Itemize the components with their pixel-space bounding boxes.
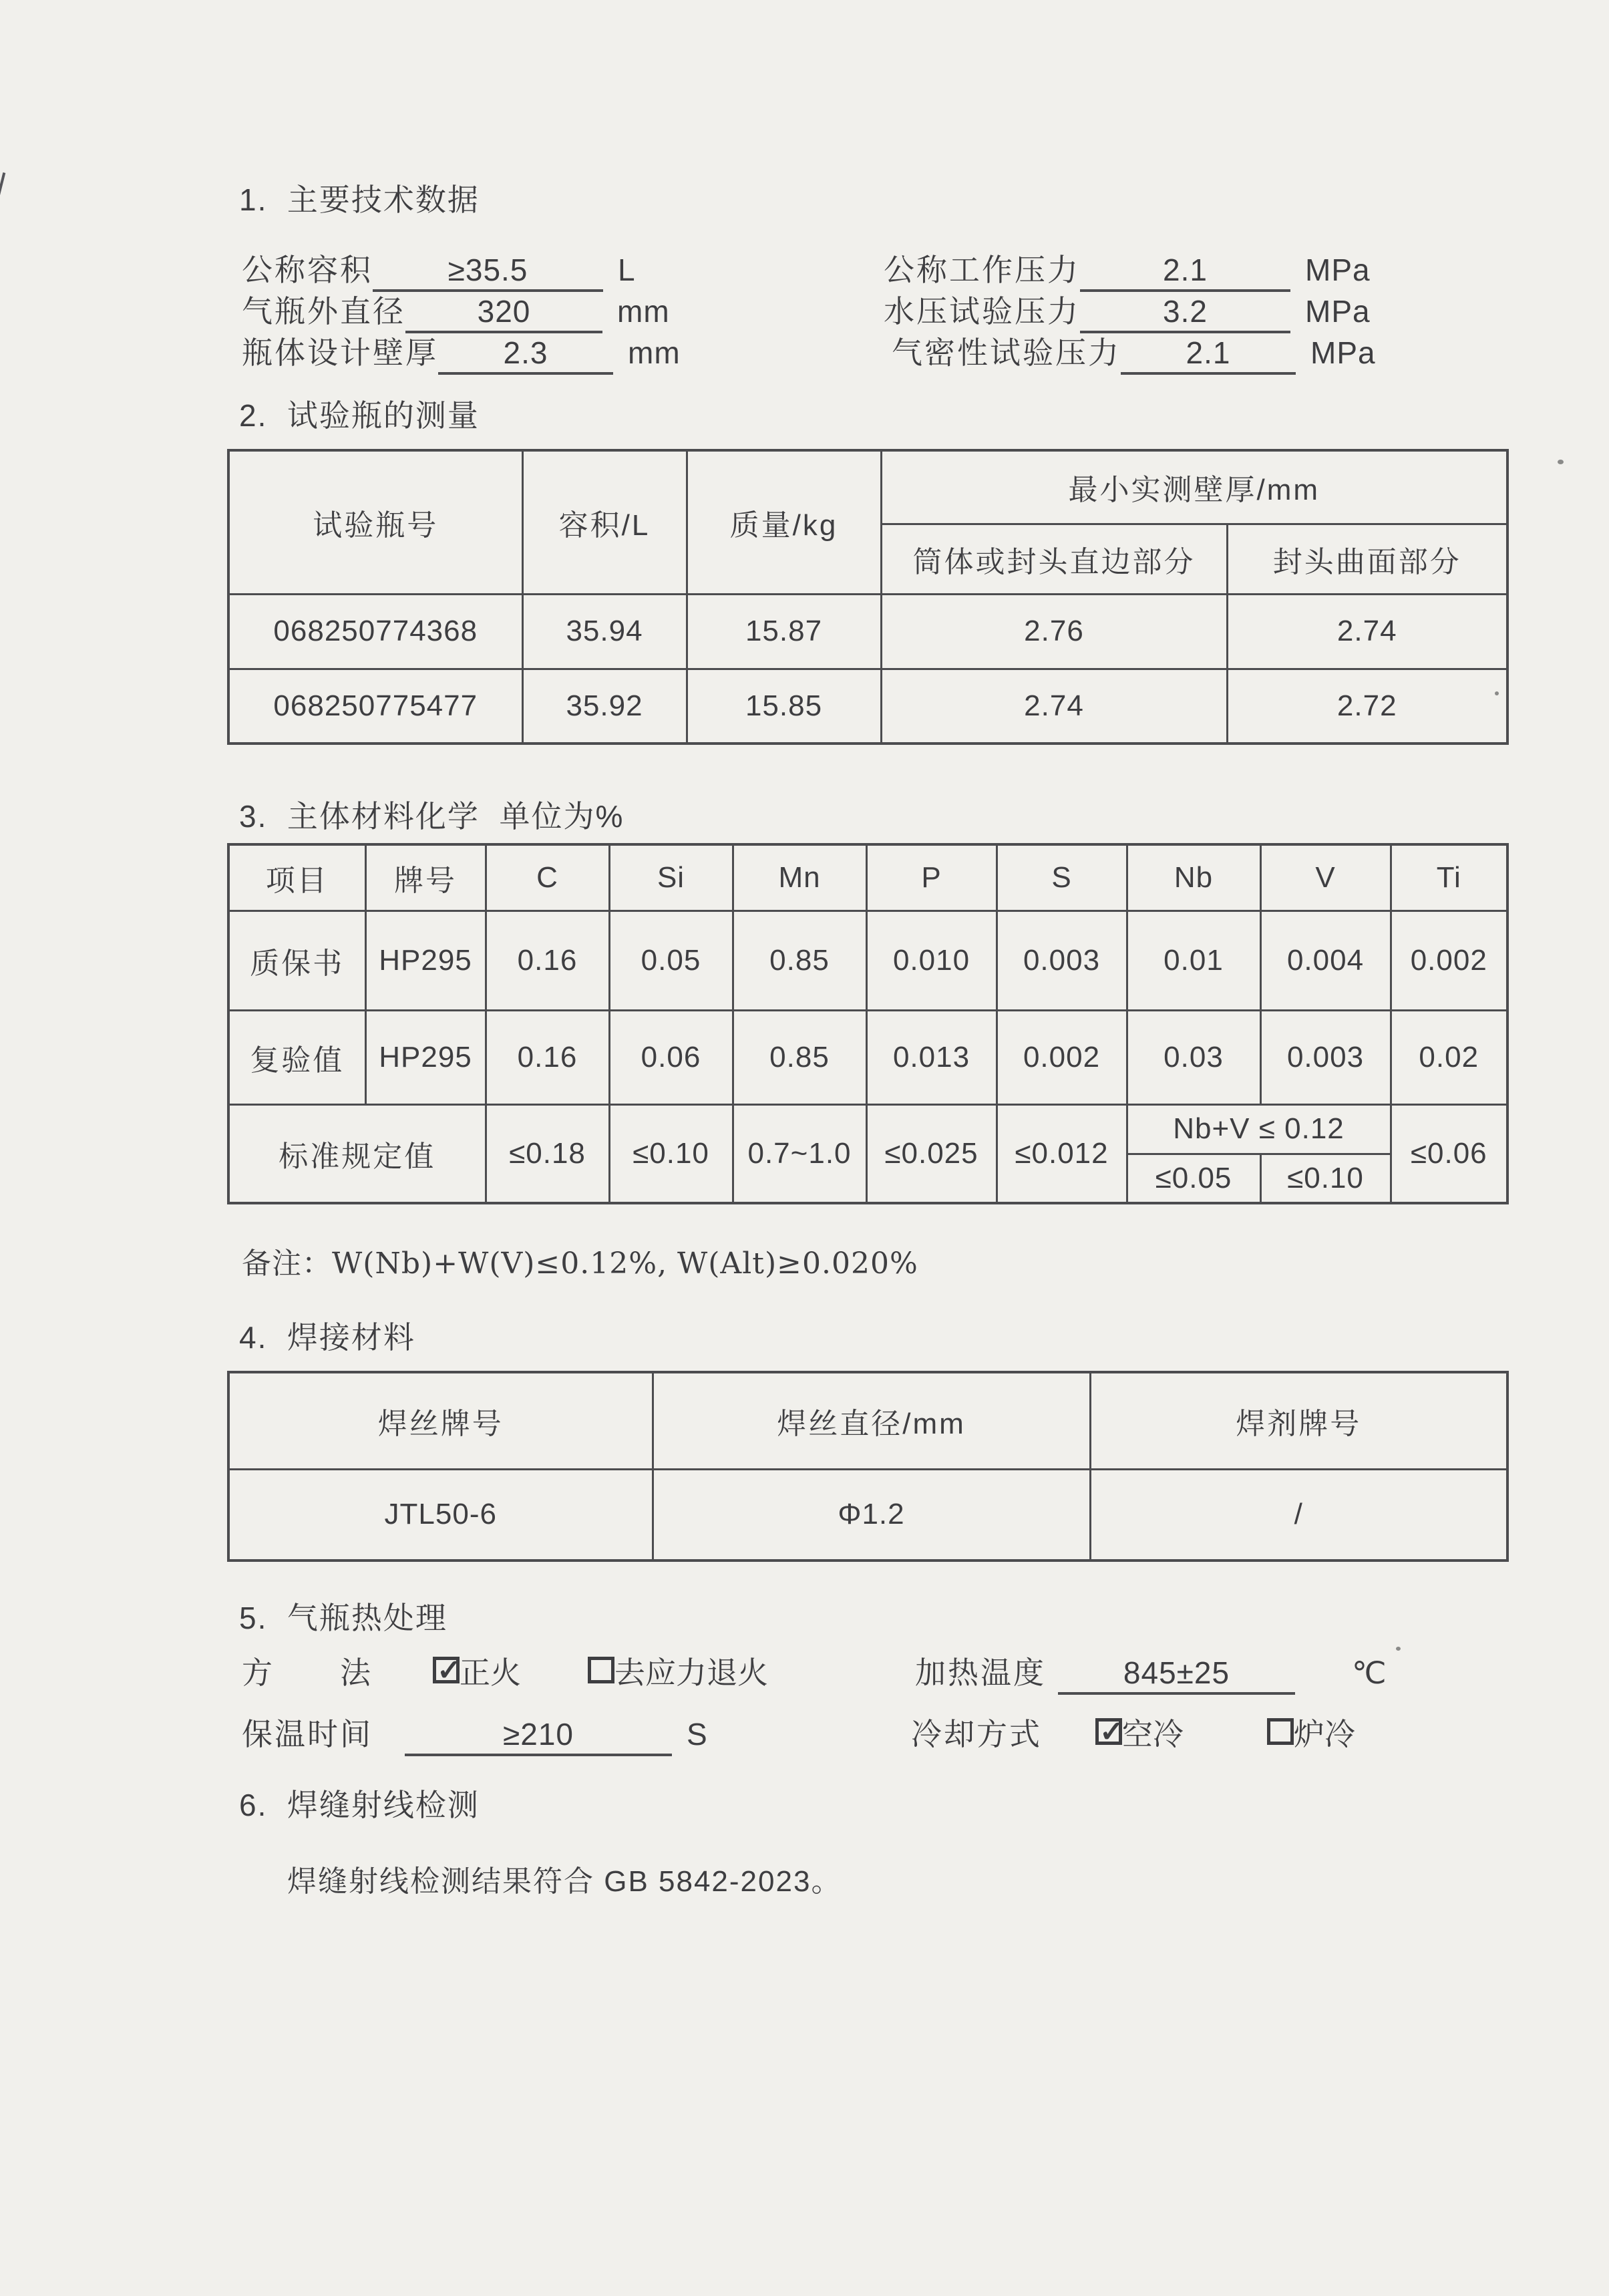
cell-grade: HP295 <box>365 911 486 1010</box>
col-header-item: 项目 <box>228 844 365 911</box>
heating-unit: ℃ <box>1352 1655 1387 1690</box>
heating-label: 加热温度 <box>915 1655 1046 1690</box>
chemistry-note: 备注：W(Nb)+W(V)≤0.12%, W(Alt)≥0.020% <box>242 1247 918 1281</box>
col-header-Mn: Mn <box>733 844 866 911</box>
holding-time-row <box>242 1710 708 1756</box>
col-header-volume: 容积/L <box>522 450 687 594</box>
field-nominal-volume <box>242 246 636 292</box>
cell-bottle-no: 068250775477 <box>228 669 522 744</box>
checkbox-stress-relief-icon <box>588 1657 614 1683</box>
cell-std-Nb: ≤0.05 <box>1127 1154 1260 1203</box>
cell-wire-grade: JTL50-6 <box>228 1469 653 1561</box>
col-header-V: V <box>1260 844 1391 911</box>
field-airtightness-test-pressure <box>892 329 1376 375</box>
field-value: ≥35.5 <box>373 252 603 292</box>
cell-Nb: 0.01 <box>1127 911 1260 1010</box>
section4-heading: 4. 焊接材料 <box>239 1320 415 1355</box>
scan-artifact <box>0 172 5 196</box>
holding-label: 保温时间 <box>242 1717 373 1752</box>
cooling-option-label: 空冷 <box>1122 1717 1184 1752</box>
section5-heading: 5. 气瓶热处理 <box>239 1601 448 1635</box>
col-header-C: C <box>486 844 609 911</box>
cell-std-V: ≤0.10 <box>1260 1154 1391 1203</box>
field-unit: MPa <box>1310 335 1376 370</box>
scan-artifact <box>1558 460 1564 464</box>
cell-mass: 15.85 <box>687 669 881 744</box>
cell-Ti: 0.02 <box>1391 1010 1507 1104</box>
cell-Mn: 0.85 <box>733 911 866 1010</box>
welding-table <box>227 1371 1509 1562</box>
section2-heading: 2. 试验瓶的测量 <box>239 398 480 433</box>
cell-S: 0.003 <box>997 911 1127 1010</box>
field-value: 2.3 <box>438 335 613 375</box>
cell-std-Si: ≤0.10 <box>609 1104 733 1203</box>
cell-std-Mn: 0.7~1.0 <box>733 1104 866 1203</box>
col-header-Si: Si <box>609 844 733 911</box>
cell-item: 复验值 <box>228 1010 365 1104</box>
field-hydrostatic-test-pressure <box>884 287 1371 333</box>
heating-temperature-row <box>915 1649 1387 1695</box>
col-header-curved-part: 封头曲面部分 <box>1227 524 1507 594</box>
field-value: 2.1 <box>1080 252 1290 292</box>
measurement-table <box>227 449 1509 745</box>
method-option-label: 正火 <box>460 1655 521 1690</box>
col-header-S: S <box>997 844 1127 911</box>
cell-Mn: 0.85 <box>733 1010 866 1104</box>
field-label: 气密性试验压力 <box>892 335 1121 370</box>
field-unit: MPa <box>1305 294 1371 329</box>
field-label: 气瓶外直径 <box>242 294 405 329</box>
col-header-Ti: Ti <box>1391 844 1507 911</box>
holding-unit: S <box>687 1717 708 1752</box>
cell-std-S: ≤0.012 <box>997 1104 1127 1203</box>
cooling-method-row <box>911 1710 1355 1754</box>
cell-curved: 2.72 <box>1227 669 1507 744</box>
table-row <box>228 1010 1507 1104</box>
radiographic-test-result: 焊缝射线检测结果符合 GB 5842-2023。 <box>287 1865 842 1898</box>
cell-Si: 0.06 <box>609 1010 733 1104</box>
field-value: 2.1 <box>1121 335 1296 375</box>
heat-treatment-method-row <box>242 1649 768 1693</box>
cell-mass: 15.87 <box>687 594 881 669</box>
cell-C: 0.16 <box>486 1010 609 1104</box>
method-option-label: 去应力退火 <box>614 1655 768 1690</box>
cooling-option-label: 炉冷 <box>1294 1717 1355 1752</box>
chemistry-table <box>227 843 1509 1204</box>
cooling-label: 冷却方式 <box>911 1717 1042 1752</box>
field-label: 公称工作压力 <box>884 253 1080 287</box>
field-unit: MPa <box>1305 253 1371 287</box>
cell-grade: HP295 <box>365 1010 486 1104</box>
cell-flux-grade: / <box>1090 1469 1507 1561</box>
col-header-grade: 牌号 <box>365 844 486 911</box>
field-design-wall-thickness <box>242 329 681 375</box>
field-label: 公称容积 <box>242 253 373 287</box>
table-row <box>228 594 1507 669</box>
cell-C: 0.16 <box>486 911 609 1010</box>
table-row <box>228 669 1507 744</box>
cell-std-Ti: ≤0.06 <box>1391 1104 1507 1203</box>
cell-straight: 2.76 <box>881 594 1227 669</box>
cell-straight: 2.74 <box>881 669 1227 744</box>
field-label: 水压试验压力 <box>884 294 1080 329</box>
cell-Si: 0.05 <box>609 911 733 1010</box>
cell-std-C: ≤0.18 <box>486 1104 609 1203</box>
cell-item: 质保书 <box>228 911 365 1010</box>
cell-V: 0.004 <box>1260 911 1391 1010</box>
col-header-bottle-no: 试验瓶号 <box>228 450 522 594</box>
col-header-min-wall: 最小实测壁厚/mm <box>881 450 1507 524</box>
cell-volume: 35.92 <box>522 669 687 744</box>
col-header-wire-grade: 焊丝牌号 <box>228 1372 653 1469</box>
cell-std-P: ≤0.025 <box>866 1104 997 1203</box>
table-row-standard <box>228 1104 1507 1154</box>
cell-std-NbV-sum: Nb+V ≤ 0.12 <box>1127 1104 1391 1154</box>
field-label: 瓶体设计壁厚 <box>242 335 438 370</box>
cell-Ti: 0.002 <box>1391 911 1507 1010</box>
cell-P: 0.013 <box>866 1010 997 1104</box>
section3-heading: 3. 主体材料化学 单位为% <box>239 799 624 834</box>
table-row <box>228 1469 1507 1561</box>
cell-bottle-no: 068250774368 <box>228 594 522 669</box>
cell-curved: 2.74 <box>1227 594 1507 669</box>
scan-artifact <box>1396 1647 1401 1651</box>
checkbox-furnace-cooling-icon <box>1267 1718 1294 1745</box>
checkbox-normalizing-icon <box>433 1657 460 1683</box>
method-label: 方 法 <box>242 1655 373 1690</box>
field-unit: mm <box>628 335 681 370</box>
col-header-Nb: Nb <box>1127 844 1260 911</box>
section6-heading: 6. 焊缝射线检测 <box>239 1788 480 1822</box>
cell-S: 0.002 <box>997 1010 1127 1104</box>
field-value: 320 <box>405 293 602 333</box>
field-value: 3.2 <box>1080 293 1290 333</box>
heating-value: 845±25 <box>1058 1655 1295 1695</box>
cell-volume: 35.94 <box>522 594 687 669</box>
field-nominal-working-pressure <box>884 246 1371 292</box>
table-row <box>228 911 1507 1010</box>
cell-V: 0.003 <box>1260 1010 1391 1104</box>
cell-standard-label: 标准规定值 <box>228 1104 486 1203</box>
col-header-flux-grade: 焊剂牌号 <box>1090 1372 1507 1469</box>
col-header-P: P <box>866 844 997 911</box>
field-outer-diameter <box>242 287 670 333</box>
section1-heading: 1. 主要技术数据 <box>239 182 480 217</box>
col-header-wire-diameter: 焊丝直径/mm <box>653 1372 1090 1469</box>
holding-value: ≥210 <box>405 1716 672 1756</box>
checkbox-air-cooling-icon <box>1095 1718 1122 1745</box>
cell-wire-diameter: Φ1.2 <box>653 1469 1090 1561</box>
cell-Nb: 0.03 <box>1127 1010 1260 1104</box>
field-unit: mm <box>617 294 670 329</box>
field-unit: L <box>618 253 636 287</box>
col-header-mass: 质量/kg <box>687 450 881 594</box>
cell-P: 0.010 <box>866 911 997 1010</box>
col-header-straight-part: 筒体或封头直边部分 <box>881 524 1227 594</box>
